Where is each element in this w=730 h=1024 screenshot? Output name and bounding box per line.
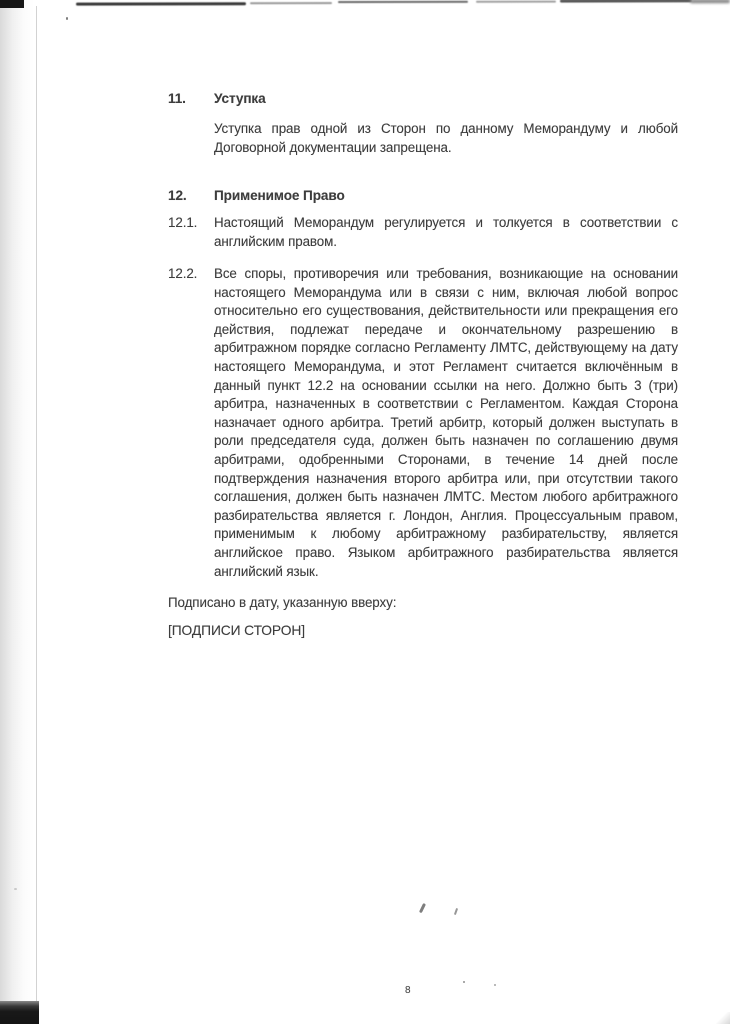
clause-12-1-text: Настоящий Меморандум регулируется и толкуется в соответствии с английским правом. <box>214 215 678 249</box>
section-12-number: 12. <box>168 188 187 203</box>
section-11-title: Уступка <box>214 91 266 106</box>
page-number: 8 <box>405 985 411 996</box>
section-12-title: Применимое Право <box>214 188 345 203</box>
clause-12-2-number: 12.2. <box>168 266 198 281</box>
clause-12-2-text: Все споры, противоречия или требования, возникающие на основании настоящего Меморандума или в связи с ним, включая любой вопрос относительно его существования, действительности или прекращения его действия, подлежат передаче и окончательному разрешению в арбитражном порядке согласно Регламенту ЛМТС, действующему на дату настоящего Меморандума, и этот Регламент считается включённым в данный пункт 12.2 на основании ссылки на него. Должно быть 3 (три) арбитра, назначенных в соответствии с Регламентом. Каждая Сторона назначает одного арбитра. Третий арбитр, который должен выступать в роли председателя суда, должен быть назначен по соглашению двумя арбитрами, одобренными Сторонами, в течение 14 дней после подтверждения назначения второго арбитра или, при отсутствии такого соглашения, должен быть назначен ЛМТС. Местом любого арбитражного разбирательства является г. Лондон, Англия. Процессуальным правом, применимым к любому арбитражному разбирательству, является английское право. Языком арбитражного разбирательства является английский язык. <box>214 266 678 579</box>
clause-12-1-number: 12.1. <box>168 215 198 230</box>
section-11-number: 11. <box>168 91 186 106</box>
signatures-placeholder: [ПОДПИСИ СТОРОН] <box>168 623 305 638</box>
clause-11-text: Уступка прав одной из Сторон по данному Меморандуму и любой Договорной документации запрещена. <box>214 121 678 155</box>
signature-date-line: Подписано в дату, указанную вверху: <box>168 595 397 610</box>
